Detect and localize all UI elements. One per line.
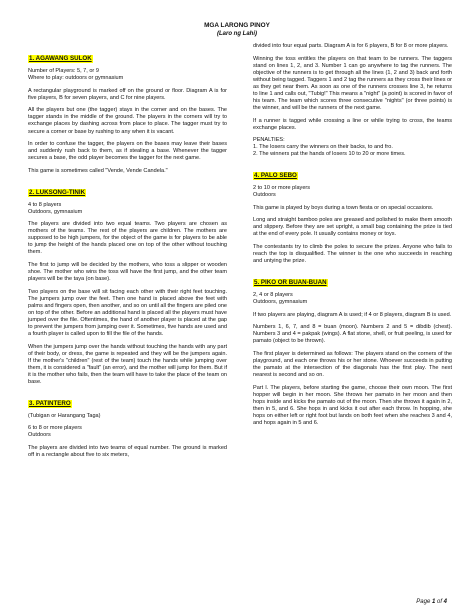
paragraph: Long and straight bamboo poles are greased and polished to make them smooth and slippery. Before they are set upright, a small bag containing the prize is tied at the end of every pole. It usually contains money or toys. <box>253 217 452 238</box>
paragraph: 2 to 10 or more players <box>253 185 311 192</box>
paragraph: All the players but one (the tagger) stays in the corner and on the bases. The tagger stands in the middle of the ground. The players in the corners will try to exchange places by dashing across from place to place. The tagger must try to secure a corner or base by rushing to any when it is vacant. <box>28 107 227 135</box>
page-number <box>416 599 447 605</box>
page-current: 1 <box>431 599 436 605</box>
page-prefix: Page <box>416 599 432 605</box>
left-column <box>28 47 227 465</box>
paragraph: The first player is determined as follows: The players stand on the corners of the playground, and each one throws his or her stone. Whoever succeeds in putting the pamato at the intersection of the diagonals has the first play. The next nearest is second and so on. <box>253 350 452 379</box>
paragraph: 2, 4 or 8 players <box>253 291 293 298</box>
paragraph: Number of Players: 5, 7, or 9 <box>28 68 99 74</box>
section-heading-luksong-tinik: 2. LUKSONG-TINIK <box>29 188 86 196</box>
paragraph: If two players are playing, diagram A is used; if 4 or 8 players, diagram B is used. <box>253 311 452 318</box>
paragraph: This game is played by boys during a town fiesta or on special occasions. <box>253 204 434 211</box>
section-heading-agawang-sulok: 1. AGAWANG SULOK <box>29 55 92 62</box>
paragraph: Outdoors <box>28 432 51 439</box>
paragraph: In order to confuse the tagger, the players on the bases may leave their bases and suddenly rush back to them, as if stealing a base. Whenever the tagger secures a base, the odd player becomes the tagger for the next game. <box>28 141 227 162</box>
paragraph: Outdoors <box>253 192 276 199</box>
section-heading-palo-sebo: 4. PALO SEBO <box>254 172 297 180</box>
paragraph: 4 to 8 players <box>28 201 62 208</box>
paragraph: 6 to 8 or more players <box>28 425 82 432</box>
paragraph: The players are divided into two equal teams. Two players are chosen as mothers of the teams. The rest of the players are children. The mothers are supposed to be high jumpers, for the object of the game is for players to be able to jump the height of the hands placed one on top of the other without touching them. <box>28 221 227 256</box>
paragraph: divided into four equal parts. Diagram A is for 6 players, B for 8 or more players. <box>253 43 449 49</box>
paragraph: Outdoors, gymnasium <box>28 208 83 215</box>
paragraph: The first to jump will be decided by the mothers, who toss a slipper or wooden shoe. The mother who wins the toss will have the first jump, and the other team players will be the taya (on base). <box>28 262 227 283</box>
paragraph: (Tubigan or Harangang Taga) <box>28 412 101 419</box>
section-heading-piko: 5. PIKO OR BUAN-BUAN <box>254 278 327 286</box>
right-column <box>253 43 452 433</box>
document-subtitle: (Laro ng Lahi) <box>217 31 257 37</box>
paragraph: When the jumpers jump over the hands without touching the hands with any part of their body, or dress, the game is repeated and they will be the jumpers again. If the mother's "children" (rest of the team) touch the hands while jumping over them, it is considered a "fault" (an error), and the mother will jump for them. But if it is the mother who fails, then the team will have to take the place of the team on base. <box>28 343 227 385</box>
paragraph: Numbers 1, 6, 7, and 8 = buan (moon). Numbers 2 and 5 = dibdib (chest). Numbers 3 and 4 = pakpak (wings). A flat stone, shell, or fruit peeling, is used for pamato (object to be thrown). <box>253 324 452 345</box>
paragraph: Part I. The players, before starting the game, choose their own moon. The first hopper will begin in her moon. She throws her pamato in her moon and then hops inside and kicks the pamato out of the moon. Then she throws it again in 2, then in 5, and 6. She hops in and kicks it out after each throw. In hopping, she hops on either left or right foot but lands on both feet when she reaches 3 and 4, and hops again in 5 and 6. <box>253 384 452 426</box>
paragraph: This game is sometimes called "Vende, Vende Candela." <box>28 167 168 174</box>
penalty-item: 2. The winners pat the hands of losers 10 to 20 or more times. <box>253 151 406 158</box>
paragraph: The players are divided into two teams of equal number. The ground is marked off in a rectangle about five to six meters, <box>28 444 227 458</box>
page-separator: of <box>435 599 444 605</box>
document-title: MGA LARONG PINOY <box>204 22 270 29</box>
paragraph: Outdoors, gymnasium <box>253 298 308 305</box>
paragraph: Winning the toss entitles the players on that team to be runners. The taggers stand on lines 1, 2, and 3. Number 1 can go anywhere to tag the runners. The objective of the runners is to get through all the lines (1, 2 and 3) back and forth without being tagged. Taggers 1 and 2 tag the runners as they cross their lines or as they get near them. As soon as one of the runners crosses line 3, he returns to line 1 and calls out, "Tubig!" This means a "night" (a point) is scored in favor of his team. The team which scores three consecutive "nights" (or three points) is the winner, and will be the runners of the next game. <box>253 55 452 111</box>
page-total: 4 <box>443 599 447 605</box>
penalties-label: PENALTIES: <box>253 137 285 144</box>
section-heading-patintero: 3. PATINTERO <box>29 399 71 407</box>
paragraph: Two players on the base will sit facing each other with their right feet touching. The jumpers jump over the feet. Then one hand is placed above the feet with palms and fingers open, then another, and so on until all the fingers are piled one on top of the other. Before an additional hand is placed all the players must have jumped over the file. Oftentimes, the hand of another player is placed at the gap to prevent the jumpers from jumping over it. Sometimes, five hands are used and a fourth player is called upon to fill the file of the hands. <box>28 288 227 338</box>
paragraph: If a runner is tagged while crossing a line or while trying to cross, the teams exchange places. <box>253 117 452 131</box>
paragraph: The contestants try to climb the poles to secure the prizes. Anyone who fails to reach the top is disqualified. The winner is the one who succeeds in reaching and untying the prize. <box>253 244 452 265</box>
penalty-item: 1. The losers carry the winners on their backs, to and fro. <box>253 144 393 151</box>
paragraph: Where to play: outdoors or gymnasium <box>28 75 124 82</box>
paragraph: A rectangular playground is marked off on the ground or floor. Diagram A is for five players, B for seven players, and C for nine players. <box>28 87 227 101</box>
